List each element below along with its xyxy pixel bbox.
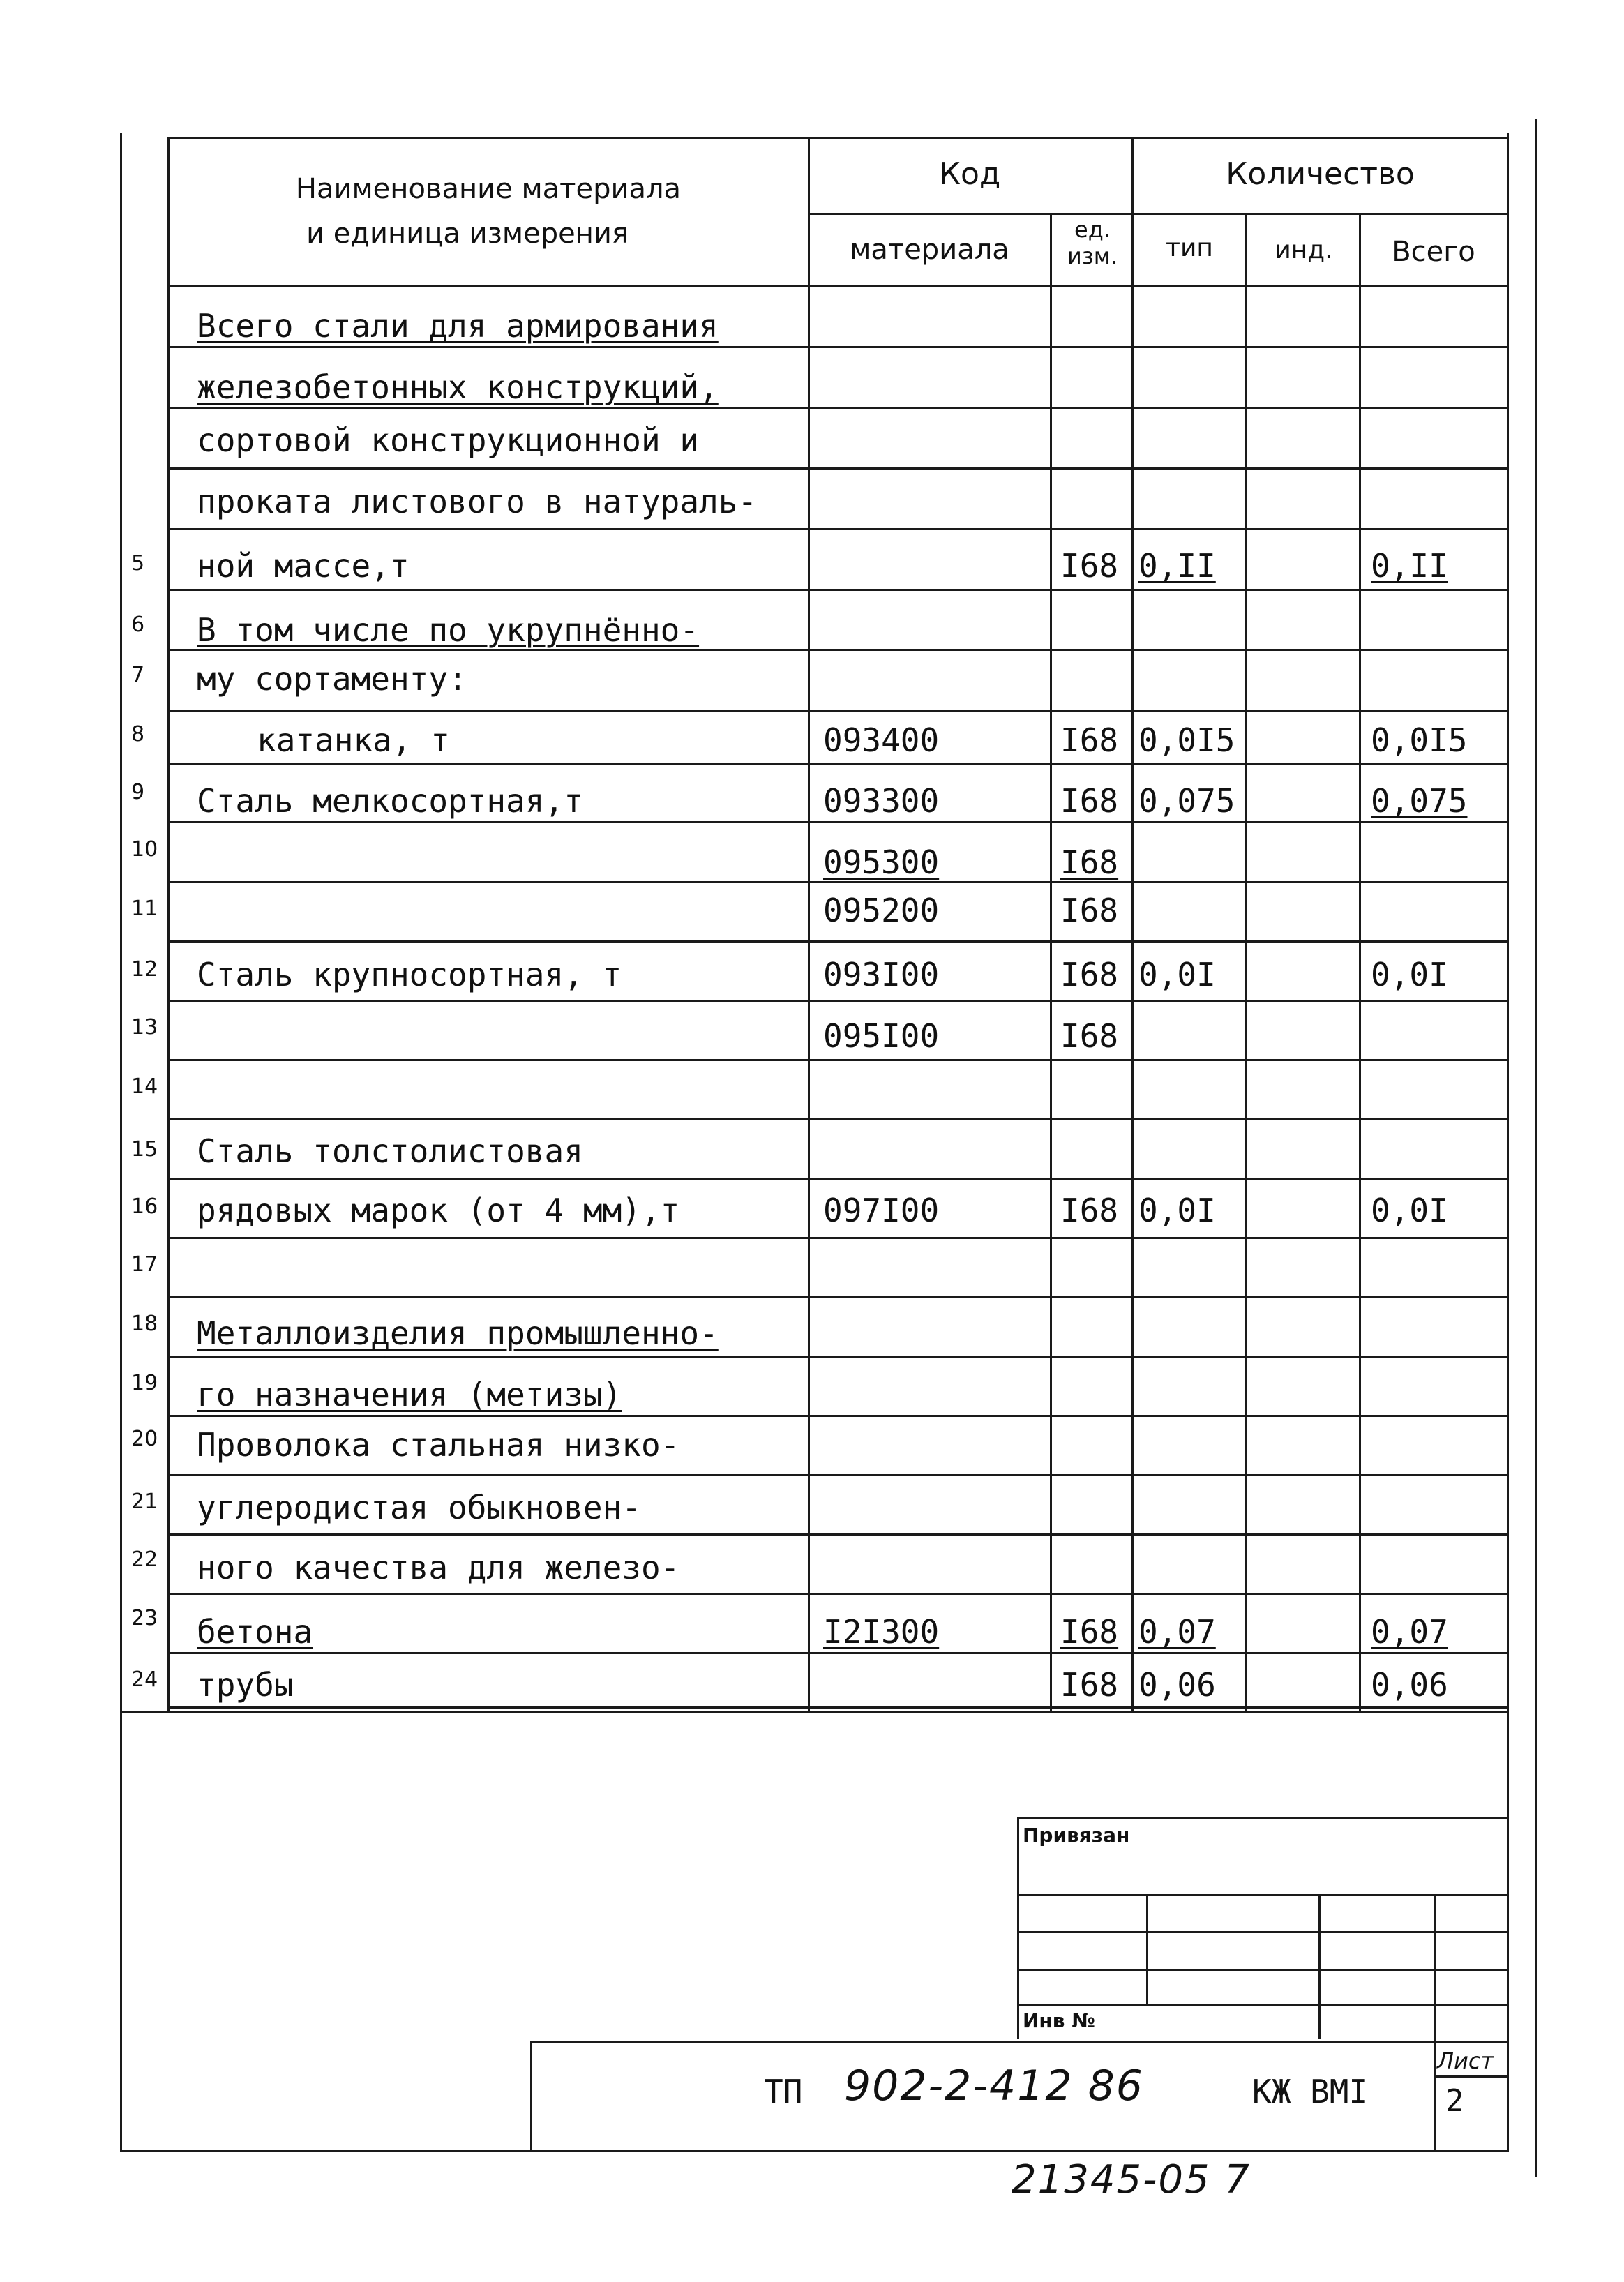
frame-top xyxy=(167,137,1507,139)
row-code: 095200 xyxy=(823,892,940,929)
header-unit: ед. изм. xyxy=(1067,216,1118,269)
row-total: 0,07 xyxy=(1371,1613,1448,1651)
row-line xyxy=(167,1415,1507,1417)
row-number: 20 xyxy=(131,1427,158,1451)
stamp-sheet-label: Лист xyxy=(1437,2048,1494,2074)
row-number: 5 xyxy=(131,551,145,576)
row-total: 0,06 xyxy=(1371,1666,1448,1704)
row-number: 22 xyxy=(131,1547,158,1572)
row-code: 093300 xyxy=(823,782,940,820)
row-line xyxy=(167,1474,1507,1476)
row-name: му сортаменту: xyxy=(197,660,467,698)
row-number: 12 xyxy=(131,957,158,982)
header-material: материала xyxy=(850,234,1009,266)
row-line xyxy=(167,589,1507,591)
stamp-inv-no: Инв № xyxy=(1023,2009,1095,2032)
stamp-sheet-number: 2 xyxy=(1445,2083,1464,2119)
row-total: 0,0I5 xyxy=(1371,721,1468,759)
row-number: 14 xyxy=(131,1074,158,1099)
row-line xyxy=(167,1533,1507,1536)
row-line xyxy=(167,1652,1507,1654)
row-line xyxy=(167,1356,1507,1358)
row-number: 21 xyxy=(131,1489,158,1514)
row-number: 7 xyxy=(131,663,145,687)
row-unit: I68 xyxy=(1060,547,1119,585)
row-line xyxy=(167,467,1507,470)
col-sep-ind xyxy=(1359,213,1361,1713)
row-unit: I68 xyxy=(1060,956,1119,993)
row-total: 0,0I xyxy=(1371,956,1448,993)
table-bottom-line xyxy=(120,1711,1507,1713)
stamp-doc-code: ТП xyxy=(764,2073,803,2110)
row-number: 9 xyxy=(131,780,145,804)
row-line xyxy=(167,710,1507,712)
row-number: 15 xyxy=(131,1137,158,1162)
row-line xyxy=(167,763,1507,765)
header-total: Всего xyxy=(1392,236,1475,268)
col-sep-type xyxy=(1245,213,1247,1713)
header-quantity: Количество xyxy=(1226,156,1415,192)
frame-right-outer xyxy=(1535,119,1537,2177)
row-name: Сталь мелкосортная,т xyxy=(197,782,583,820)
row-number: 6 xyxy=(131,613,145,637)
row-line xyxy=(167,1000,1507,1002)
row-number: 8 xyxy=(131,722,145,746)
stamp-sheet-sep xyxy=(1434,2075,1507,2078)
row-number: 19 xyxy=(131,1371,158,1395)
row-number: 10 xyxy=(131,837,158,862)
row-line xyxy=(167,1178,1507,1180)
row-unit: I68 xyxy=(1060,1613,1119,1651)
row-number: 13 xyxy=(131,1015,158,1039)
row-line xyxy=(167,407,1507,409)
row-name: Всего стали для армирования xyxy=(197,307,719,345)
frame-left xyxy=(120,133,122,2152)
row-name: ного качества для железо- xyxy=(197,1549,680,1586)
row-name: катанка, т xyxy=(257,721,450,759)
row-name: Проволока стальная низко- xyxy=(197,1426,680,1464)
row-line xyxy=(167,528,1507,530)
stamp-col xyxy=(1318,1894,1321,2039)
row-type: 0,0I5 xyxy=(1138,721,1235,759)
row-name: трубы xyxy=(197,1666,294,1704)
stamp-main-top xyxy=(530,2041,1507,2043)
row-line xyxy=(167,1059,1507,1061)
row-code: 093400 xyxy=(823,721,940,759)
frame-right xyxy=(1507,133,1509,2152)
header-name-line2: и единица измерения xyxy=(306,218,629,250)
row-line xyxy=(167,821,1507,823)
stamp-top xyxy=(1017,1817,1507,1819)
row-name: рядовых марок (от 4 мм),т xyxy=(197,1192,680,1229)
row-type: 0,0I xyxy=(1138,956,1216,993)
row-line xyxy=(167,881,1507,883)
row-type: 0,075 xyxy=(1138,782,1235,820)
row-number: 24 xyxy=(131,1667,158,1692)
stamp-col xyxy=(1434,1894,1436,2152)
row-unit: I68 xyxy=(1060,1192,1119,1229)
row-unit: I68 xyxy=(1060,782,1119,820)
row-type: 0,II xyxy=(1138,547,1216,585)
row-line xyxy=(167,1593,1507,1595)
row-name: проката листового в натураль- xyxy=(197,483,758,520)
row-number: 17 xyxy=(131,1252,158,1277)
row-line xyxy=(167,1118,1507,1120)
row-name: бетона xyxy=(197,1613,313,1651)
header-code: Код xyxy=(938,156,1001,192)
stamp-privyazan: Привязан xyxy=(1023,1824,1130,1847)
row-type: 0,07 xyxy=(1138,1613,1216,1651)
header-ind: инд. xyxy=(1275,236,1333,264)
row-name: В том числе по укрупнённо- xyxy=(197,611,700,649)
row-unit: I68 xyxy=(1060,1017,1119,1055)
row-name: Металлоизделия промышленно- xyxy=(197,1314,719,1352)
row-total: 0,II xyxy=(1371,547,1448,585)
row-code: 095I00 xyxy=(823,1017,940,1055)
col-sep-name xyxy=(167,137,170,1713)
stamp-main-left xyxy=(530,2041,532,2152)
row-name: Сталь крупносортная, т xyxy=(197,956,622,993)
row-number: 11 xyxy=(131,896,158,921)
row-line xyxy=(167,1296,1507,1298)
col-sep-code xyxy=(808,137,810,1713)
row-number: 16 xyxy=(131,1194,158,1219)
row-name: ной массе,т xyxy=(197,547,409,585)
row-unit: I68 xyxy=(1060,1666,1119,1704)
header-name-line1: Наименование материала xyxy=(295,173,682,205)
row-type: 0,06 xyxy=(1138,1666,1216,1704)
row-unit: I68 xyxy=(1060,892,1119,929)
header-bottom-line xyxy=(167,285,1507,287)
stamp-doc-number: 902-2-412 86 xyxy=(844,2062,1144,2110)
header-type: тип xyxy=(1166,234,1213,262)
row-line xyxy=(167,940,1507,943)
row-line xyxy=(167,649,1507,651)
row-code: 095300 xyxy=(823,843,940,881)
row-unit: I68 xyxy=(1060,843,1119,881)
row-number: 18 xyxy=(131,1312,158,1336)
stamp-doc-mark: КЖ ВМI xyxy=(1252,2073,1369,2110)
row-name: железобетонных конструкций, xyxy=(197,368,719,406)
row-total: 0,0I xyxy=(1371,1192,1448,1229)
col-sep-qty xyxy=(1131,137,1134,1713)
row-number: 23 xyxy=(131,1606,158,1630)
row-type: 0,0I xyxy=(1138,1192,1216,1229)
row-total: 0,075 xyxy=(1371,782,1468,820)
stamp-main-bottom xyxy=(120,2150,1507,2152)
row-name: го назначения (метизы) xyxy=(197,1376,622,1413)
header-mid-line xyxy=(808,213,1507,215)
handwritten-footer: 21345-05 7 xyxy=(1012,2157,1251,2202)
row-code: 097I00 xyxy=(823,1192,940,1229)
row-code: 093I00 xyxy=(823,956,940,993)
col-sep-unit xyxy=(1050,213,1052,1713)
row-name: Сталь толстолистовая xyxy=(197,1132,583,1170)
row-line xyxy=(167,346,1507,348)
row-unit: I68 xyxy=(1060,721,1119,759)
row-line xyxy=(167,1237,1507,1239)
row-code: I2I300 xyxy=(823,1613,940,1651)
row-name: сортовой конструкционной и xyxy=(197,421,700,459)
row-line xyxy=(167,1706,1507,1709)
row-name: углеродистая обыкновен- xyxy=(197,1489,641,1526)
stamp-col xyxy=(1146,1894,1148,2004)
